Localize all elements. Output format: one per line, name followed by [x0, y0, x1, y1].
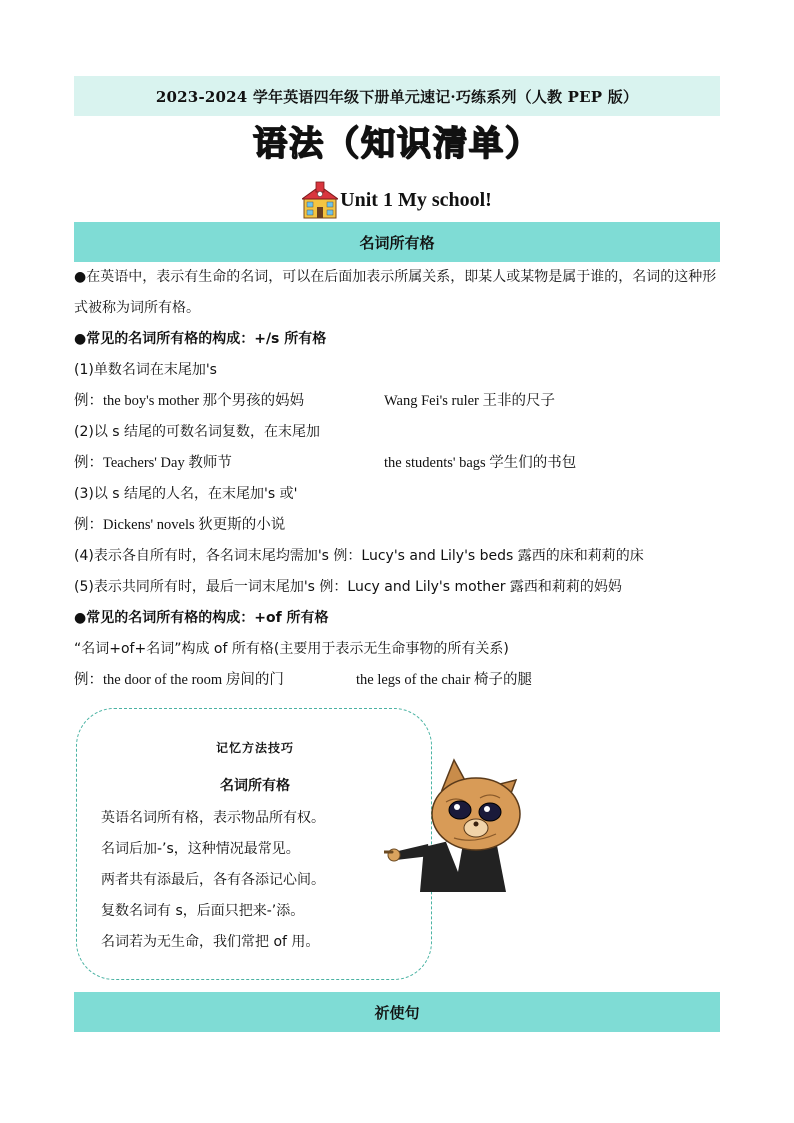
- rule-3: (3)以 s 结尾的人名，在末尾加's 或': [74, 486, 298, 502]
- example-2a: 例：Teachers' Day 教师节: [74, 455, 232, 471]
- rhyme-line: 名词后加-’s，这种情况最常见。: [101, 841, 300, 857]
- memory-tips-box: [76, 708, 432, 980]
- rhyme-line: 两者共有添最后，各有各添记心间。: [101, 872, 325, 888]
- example-row-4: [74, 665, 722, 696]
- section-heading-text: 祈使句: [374, 1003, 420, 1022]
- series-banner: [74, 76, 720, 116]
- rule-2: (2)以 s 结尾的可数名词复数，在末尾加: [74, 424, 321, 440]
- example-row-1: [74, 386, 722, 417]
- rhyme-line: 复数名词有 s，后面只把来-’添。: [101, 903, 305, 919]
- rule-4: (4)表示各自所有时，各名词末尾均需加's 例：Lucy's and Lily's beds 露西的床和莉莉的床: [74, 548, 644, 564]
- memory-tips-label: 记忆方法技巧: [215, 741, 294, 755]
- example-1a: 例：the boy's mother 那个男孩的妈妈: [74, 393, 305, 409]
- possessive-content: [74, 262, 722, 696]
- sub-heading-of-possessive: ●常见的名词所有格的构成：+of 所有格: [74, 610, 329, 626]
- memory-rhyme: [101, 803, 325, 958]
- example-row-3: [74, 510, 722, 541]
- section-heading-possessive: [74, 222, 720, 262]
- series-banner-text: 2023-2024 学年英语四年级下册单元速记·巧练系列（人教 PEP 版）: [155, 87, 639, 106]
- example-1b: Wang Fei's ruler 王非的尺子: [384, 393, 555, 409]
- sub-heading-s-possessive: ●常见的名词所有格的构成：+/s 所有格: [74, 331, 327, 347]
- cat-mascot-illustration: [384, 752, 534, 892]
- example-4a: 例：the door of the room 房间的门: [74, 672, 284, 688]
- of-rule: “名词+of+名词”构成 of 所有格(主要用于表示无生命事物的所有关系): [74, 641, 509, 657]
- school-building-icon: [302, 180, 338, 220]
- intro-paragraph: ●在英语中，表示有生命的名词，可以在后面加表示所属关系，即某人或某物是属于谁的，名词的这种形式被称为词所有格。: [74, 269, 717, 316]
- example-2b: the students' bags 学生们的书包: [384, 455, 577, 471]
- section-heading-text: 名词所有格: [359, 233, 435, 252]
- page-title: 语法（知识清单）: [253, 124, 541, 164]
- example-row-2: [74, 448, 722, 479]
- rhyme-line: 名词若为无生命，我们常把 of 用。: [101, 934, 320, 950]
- example-3a: 例：Dickens' novels 狄更斯的小说: [74, 517, 286, 533]
- rule-5: (5)表示共同所有时，最后一词末尾加's 例：Lucy and Lily's mother 露西和莉莉的妈妈: [74, 579, 622, 595]
- unit-title: Unit 1 My school!: [340, 188, 492, 211]
- rule-1: (1)单数名词在末尾加's: [74, 362, 217, 378]
- rhyme-line: 英语名词所有格，表示物品所有权。: [101, 810, 325, 826]
- section-heading-imperative: [74, 992, 720, 1032]
- unit-heading: [0, 180, 794, 220]
- example-4b: the legs of the chair 椅子的腿: [356, 672, 532, 688]
- memory-tips-title: 名词所有格: [220, 778, 290, 794]
